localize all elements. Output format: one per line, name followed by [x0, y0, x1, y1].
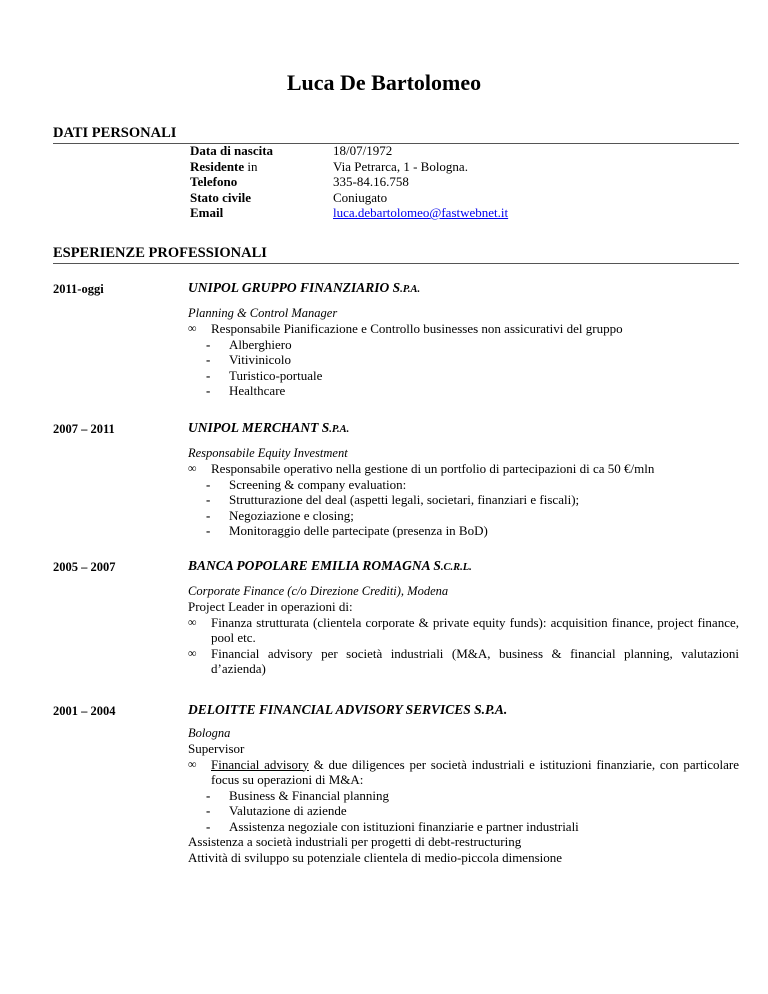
- personal-data-table: [190, 143, 508, 221]
- bullet-item: ∞ Finanza strutturata (clientela corporate & private equity funds): acquisition finance, project finance, pool etc.: [188, 614, 739, 645]
- job-role: Bologna: [188, 725, 231, 740]
- page-title: Luca De Bartolomeo: [286, 70, 482, 95]
- job-period: 2001 – 2004: [53, 704, 116, 718]
- job-role: Corporate Finance (c/o Direzione Crediti), Modena: [188, 583, 449, 598]
- email-label: Email: [190, 205, 224, 220]
- bullet-icon: ∞: [188, 756, 197, 771]
- personal-row-residence: [190, 159, 508, 175]
- job-role: Responsabile Equity Investment: [188, 445, 348, 460]
- company-name: UNIPOL MERCHANT S.P.A.: [188, 420, 350, 435]
- personal-row-email: [190, 205, 508, 221]
- section-heading-personal: DATI PERSONALI: [53, 125, 739, 144]
- civil-status-value: Coniugato: [333, 189, 388, 205]
- dash-item: - Business & Financial planning: [206, 787, 389, 803]
- dash-icon: -: [206, 803, 211, 818]
- birth-label: Data di nascita: [190, 143, 274, 158]
- job-period: 2011-oggi: [53, 282, 104, 296]
- job-extra-line: Attività di sviluppo su potenziale clientela di medio-piccola dimensione: [188, 849, 563, 865]
- dash-icon: -: [206, 523, 211, 538]
- job-extra-line: Assistenza a società industriali per progetti di debt-restructuring: [188, 834, 522, 849]
- personal-row-phone: [190, 174, 508, 190]
- job-period: 2007 – 2011: [53, 422, 115, 436]
- bullet-item: ∞ Responsabile operativo nella gestione di un portfolio di partecipazioni di ca 50 €/mln: [188, 461, 655, 476]
- bullet-icon: ∞: [188, 321, 197, 335]
- dash-icon: -: [206, 818, 211, 834]
- dash-icon: -: [206, 492, 211, 507]
- bullet-item: ∞ Financial advisory & due diligences per società industriali e istituzioni finanziarie, con particolare focus su operazioni di M&A:: [188, 756, 739, 787]
- dash-item: - Healthcare: [206, 383, 286, 398]
- dash-icon: -: [206, 383, 211, 398]
- dash-icon: -: [206, 367, 211, 383]
- dash-icon: -: [206, 352, 211, 367]
- company-name: UNIPOL GRUPPO FINANZIARIO S.P.A.: [188, 280, 421, 295]
- job-intro: Project Leader in operazioni di:: [188, 599, 353, 614]
- phone-value: 335-84.16.758: [333, 174, 409, 189]
- personal-row-civil: [190, 190, 508, 206]
- dash-item: - Turistico-portuale: [206, 367, 323, 383]
- dash-item: - Negoziazione e closing;: [206, 507, 354, 523]
- residence-label-suffix: in: [244, 158, 258, 174]
- dash-icon: -: [206, 507, 211, 523]
- dash-item: - Alberghiero: [206, 336, 292, 352]
- dash-item: - Valutazione di aziende: [206, 803, 347, 818]
- residence-label: Residente: [190, 158, 245, 174]
- bullet-item: ∞ Responsabile Pianificazione e Controllo businesses non assicurativi del gruppo: [188, 321, 623, 336]
- job-intro: Supervisor: [188, 741, 245, 756]
- bullet-icon: ∞: [188, 461, 197, 475]
- birth-value: 18/07/1972: [333, 143, 393, 158]
- job-role: Planning & Control Manager: [188, 305, 338, 320]
- dash-item: - Monitoraggio delle partecipate (presenza in BoD): [206, 523, 488, 538]
- dash-item: - Screening & company evaluation:: [206, 476, 407, 492]
- job-period: 2005 – 2007: [53, 560, 116, 574]
- company-name: DELOITTE FINANCIAL ADVISORY SERVICES S.P.A.: [188, 702, 508, 717]
- residence-value: Via Petrarca, 1 - Bologna.: [333, 158, 468, 174]
- civil-status-label: Stato civile: [190, 189, 252, 205]
- dash-item: - Vitivinicolo: [206, 352, 292, 367]
- phone-label: Telefono: [190, 174, 238, 189]
- section-heading-experience: ESPERIENZE PROFESSIONALI: [53, 245, 739, 264]
- bullet-item: ∞ Financial advisory per società industriali (M&A, business & financial planning, valutazioni d’azienda): [188, 645, 739, 676]
- dash-icon: -: [206, 476, 211, 492]
- email-link[interactable]: luca.debartolomeo@fastwebnet.it: [333, 205, 509, 220]
- dash-item: - Assistenza negoziale con istituzioni finanziarie e partner industriali: [206, 818, 579, 834]
- dash-icon: -: [206, 787, 211, 803]
- personal-row-birth: [190, 143, 508, 159]
- dash-item: - Strutturazione del deal (aspetti legali, societari, finanziari e fiscali);: [206, 492, 580, 507]
- bullet-icon: ∞: [188, 645, 197, 660]
- dash-icon: -: [206, 336, 211, 352]
- company-name: BANCA POPOLARE EMILIA ROMAGNA S.C.R.L.: [188, 558, 472, 573]
- bullet-icon: ∞: [188, 614, 197, 629]
